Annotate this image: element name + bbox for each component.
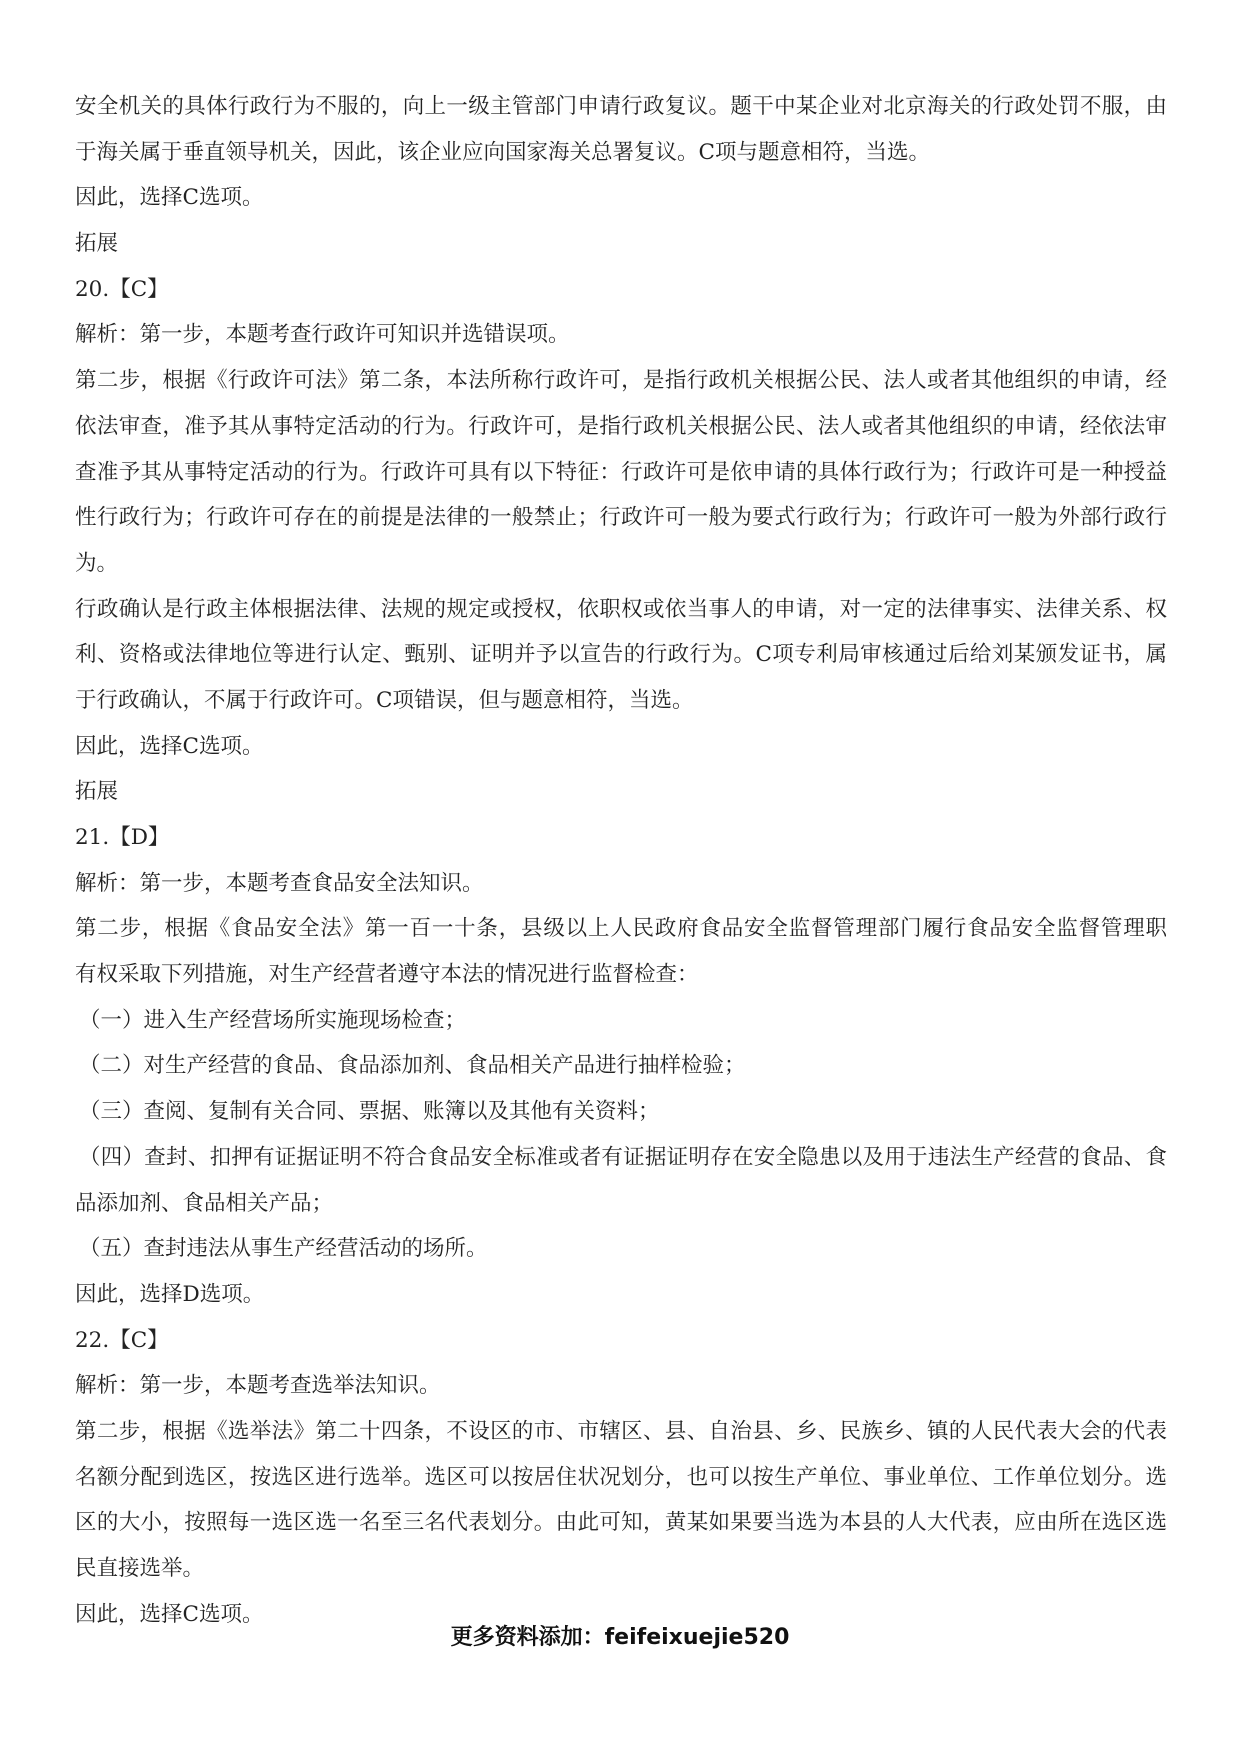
text-line: 第二步，根据《食品安全法》第一百一十条，县级以上人民政府食品安全监督管理部门履行食品安全监督管理职 [75, 916, 1167, 942]
text-line: 行政确认是行政主体根据法律、法规的规定或授权，依职权或依当事人的申请，对一定的法律事实、法律关系、权 [75, 596, 1167, 622]
text-line: 于行政确认，不属于行政许可。C项错误，但与题意相符，当选。 [75, 687, 694, 713]
text-line: 拓展 [75, 231, 119, 257]
text-line: （一）进入生产经营场所实施现场检查； [79, 1007, 467, 1033]
text-line: 22.【C】 [75, 1327, 169, 1353]
text-line: 第二步，根据《行政许可法》第二条，本法所称行政许可，是指行政机关根据公民、法人或者其他组织的申请，经 [75, 368, 1167, 394]
text-line: （四）查封、扣押有证据证明不符合食品安全标准或者有证据证明存在安全隐患以及用于违法生产经营的食品、食 [79, 1144, 1167, 1170]
text-line: 为。 [75, 550, 119, 576]
text-line: 性行政行为；行政许可存在的前提是法律的一般禁止；行政许可一般为要式行政行为；行政许可一般为外部行政行 [75, 505, 1167, 531]
text-line: 解析：第一步，本题考查选举法知识。 [75, 1373, 441, 1399]
text-line: 第二步，根据《选举法》第二十四条，不设区的市、市辖区、县、自治县、乡、民族乡、镇的人民代表大会的代表 [75, 1418, 1167, 1444]
text-line: 查准予其从事特定活动的行为。行政许可具有以下特征：行政许可是依申请的具体行政行为；行政许可是一种授益 [75, 459, 1167, 485]
text-line: 民直接选举。 [75, 1556, 205, 1581]
text-line: 20.【C】 [75, 276, 169, 302]
text-line: 区的大小，按照每一选区选一名至三名代表划分。由此可知，黄某如果要当选为本县的人大代表，应由所在选区选 [75, 1510, 1167, 1536]
text-line: 有权采取下列措施，对生产经营者遵守本法的情况进行监督检查： [75, 962, 699, 988]
text-line: 品添加剂、食品相关产品； [75, 1190, 334, 1216]
text-line: 解析：第一步，本题考查行政许可知识并选错误项。 [75, 322, 570, 348]
text-line: （二）对生产经营的食品、食品添加剂、食品相关产品进行抽样检验； [79, 1053, 746, 1079]
text-line: 于海关属于垂直领导机关，因此，该企业应向国家海关总署复议。C项与题意相符，当选。 [75, 139, 930, 165]
text-line: 因此，选择D选项。 [75, 1281, 265, 1307]
text-line: （三）查阅、复制有关合同、票据、账簿以及其他有关资料； [79, 1099, 660, 1125]
text-line: 因此，选择C选项。 [75, 733, 264, 759]
text-line: 名额分配到选区，按选区进行选举。选区可以按居住状况划分，也可以按生产单位、事业单位、工作单位划分。选 [75, 1464, 1167, 1490]
text-line: 因此，选择C选项。 [75, 1601, 264, 1627]
text-line: （五）查封违法从事生产经营活动的场所。 [79, 1236, 488, 1262]
text-line: 利、资格或法律地位等进行认定、甄别、证明并予以宣告的行政行为。C项专利局审核通过后给刘某颁发证书，属 [75, 642, 1167, 668]
text-line: 拓展 [75, 779, 119, 805]
text-line: 安全机关的具体行政行为不服的，向上一级主管部门申请行政复议。题干中某企业对北京海关的行政处罚不服，由 [75, 94, 1167, 119]
document-body [75, 84, 1167, 1637]
footer-contact: 更多资料添加：feifeixuejie520 [450, 1625, 790, 1650]
text-line: 依法审查，准予其从事特定活动的行为。行政许可，是指行政机关根据公民、法人或者其他组织的申请，经依法审 [75, 413, 1167, 439]
text-line: 21.【D】 [75, 825, 170, 850]
text-line: 解析：第一步，本题考查食品安全法知识。 [75, 870, 484, 896]
text-line: 因此，选择C选项。 [75, 185, 264, 211]
